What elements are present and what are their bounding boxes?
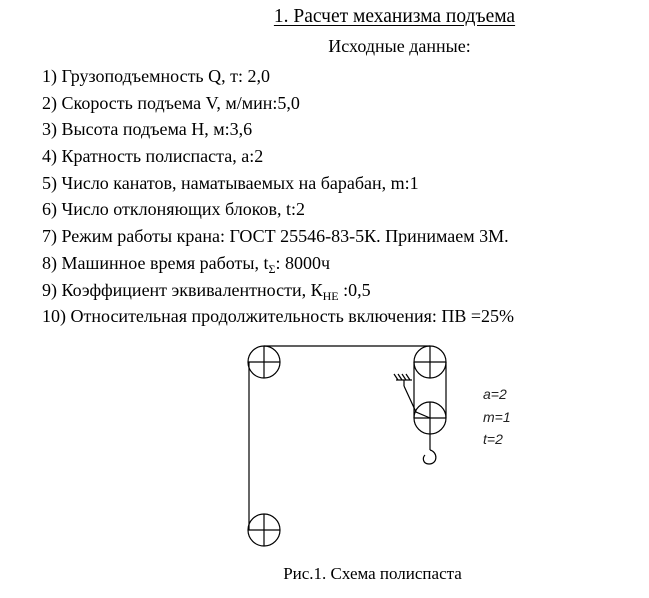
figure-caption: Рис.1. Схема полиспаста <box>283 564 462 583</box>
list-item: 2) Скорость подъема V, м/мин:5,0 <box>42 92 300 113</box>
list-item: 8) Машинное время работы, $t_\Sigma$: 8000ч <box>42 252 331 276</box>
diagram-label-m: m=1 <box>483 409 511 425</box>
list-item: 9) Коэффициент эквивалентности, $К_{HE}$ :0,5 <box>42 279 371 303</box>
list-item: 3) Высота подъема H, м:3,6 <box>42 119 253 140</box>
list-item: 10) Относительная продолжительность включения: ПВ =25% <box>42 306 515 327</box>
list-item: 4) Кратность полиспаста, а:2 <box>42 146 264 167</box>
list-item: 6) Число отклоняющих блоков, t:2 <box>42 199 306 220</box>
pulley-top-left <box>248 346 280 378</box>
subscript: HE <box>322 288 339 303</box>
subscript: Σ <box>268 261 276 276</box>
list-item: 5) Число канатов, наматываемых на барабан, m:1 <box>42 172 419 193</box>
pulley-bottom-left <box>248 514 280 546</box>
diagram-label-a: a=2 <box>483 386 507 402</box>
list-item: 7) Режим работы крана: ГОСТ 25546-83-5К. Принимаем 3М. <box>42 226 509 247</box>
list-item: 1) Грузоподъемность Q, т: 2,0 <box>42 66 271 86</box>
section-title: 1. Расчет механизма подъема <box>273 6 516 27</box>
subtitle: Исходные данные: <box>328 36 471 56</box>
diagram-label-t: t=2 <box>483 431 503 447</box>
pulley-top-right <box>414 346 446 378</box>
anchor-fixed <box>394 374 430 418</box>
hook <box>423 434 436 464</box>
